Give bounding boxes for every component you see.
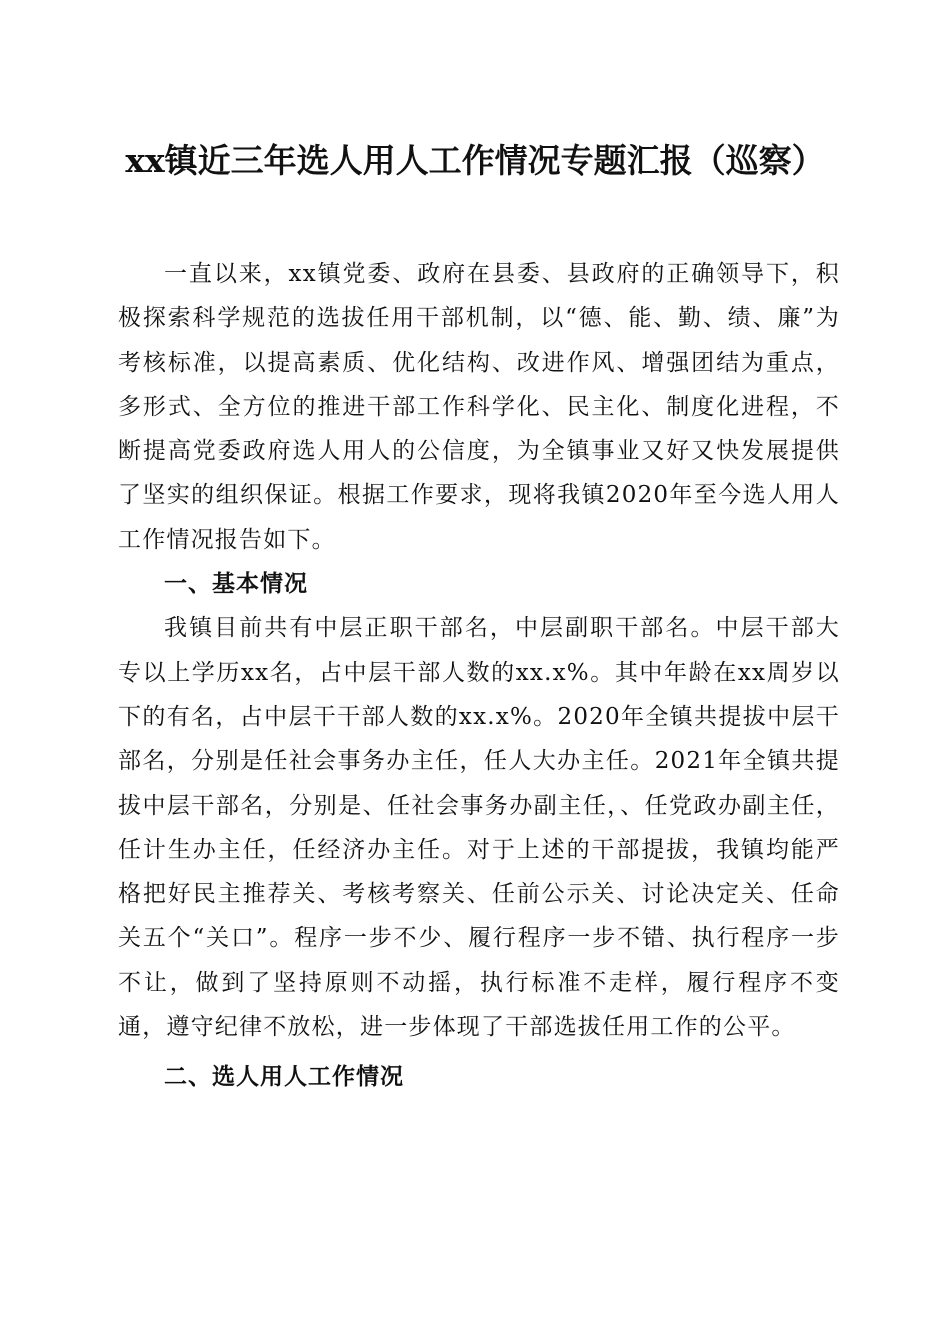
intro-paragraph: 一直以来，xx镇党委、政府在县委、县政府的正确领导下，积极探索科学规范的选拔任用干部机制，以“德、能、勤、绩、廉”为考核标准，以提高素质、优化结构、改进作风、增强团结为重点，多形式、全方位的推进干部工作科学化、民主化、制度化进程，不断提高党委政府选人用人的公信度，为全镇事业又好又快发展提供了坚实的组织保证。根据工作要求，现将我镇2020年至今选人用人工作情况报告如下。 [118,261,840,553]
section-heading-selection-work: 二、选人用人工作情况 [164,1064,404,1091]
document-body [118,252,840,1100]
basic-info-paragraph: 我镇目前共有中层正职干部名，中层副职干部名。中层干部大专以上学历xx名，占中层干部人数的xx.x%。其中年龄在xx周岁以下的有名，占中层干干部人数的xx.x%。2020年全镇共提拔中层干部名，分别是任社会事务办主任，任人大办主任。2021年全镇共提拔中层干部名，分别是、任社会事务办副主任，、任党政办副主任，任计生办主任，任经济办主任。对于上述的干部提拔，我镇均能严格把好民主推荐关、考核考察关、任前公示关、讨论决定关、任命关五个“关口”。程序一步不少、履行程序一步不错、执行程序一步不让，做到了坚持原则不动摇，执行标准不走样，履行程序不变通，遵守纪律不放松，进一步体现了干部选拔任用工作的公平。 [118,615,840,1041]
document-title: xx镇近三年选人用人工作情况专题汇报（巡察） [125,141,825,180]
section-heading-basic-info: 一、基本情况 [164,571,308,598]
